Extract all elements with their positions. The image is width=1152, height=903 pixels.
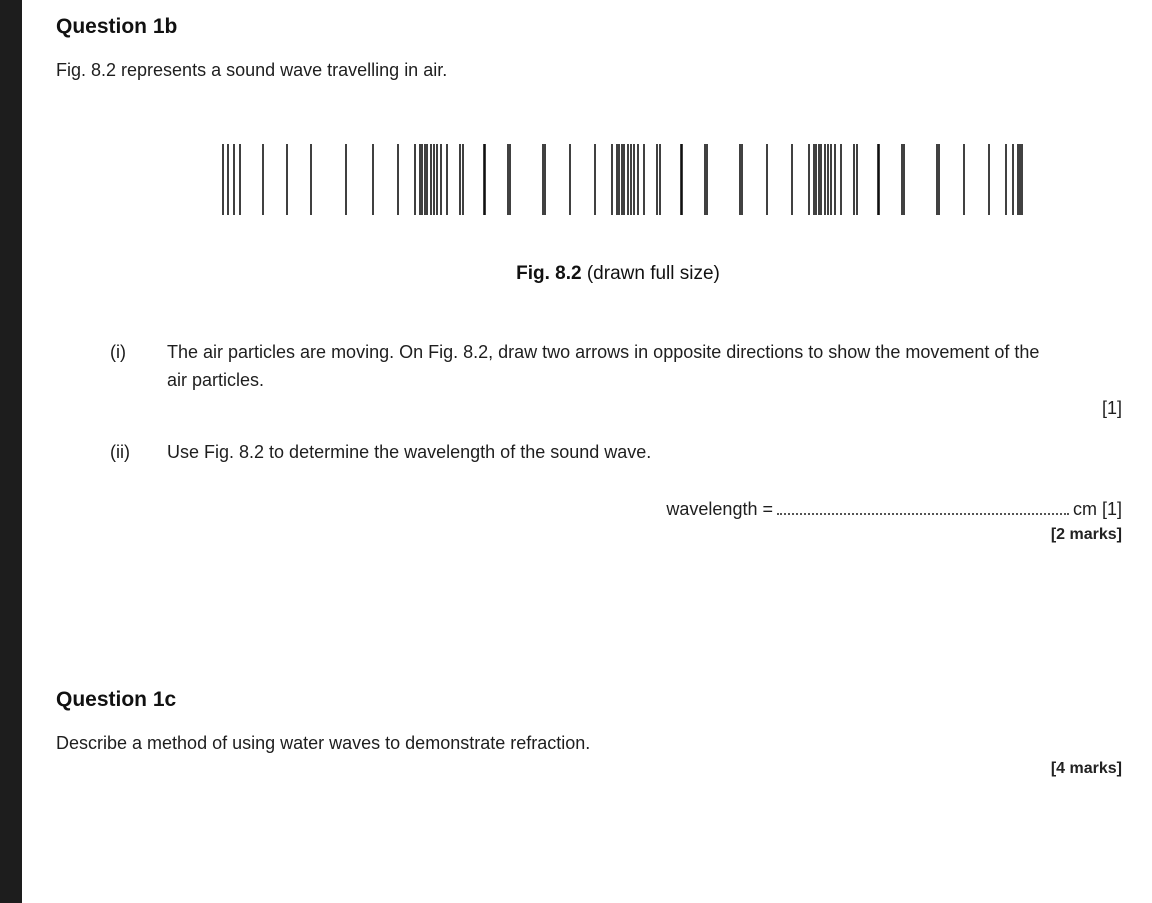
question-1c-text: Describe a method of using water waves to demonstrate refraction. xyxy=(56,733,591,753)
question-1b-intro: Fig. 8.2 represents a sound wave travelling in air. xyxy=(56,60,448,80)
question-1b-total-marks: [2 marks] xyxy=(1050,526,1122,543)
part-ii-number: (ii) xyxy=(110,442,130,462)
wavelength-label: wavelength = xyxy=(666,499,773,519)
part-i-marks: [1] xyxy=(1101,398,1122,418)
figure-caption-note: (drawn full size) xyxy=(581,263,720,284)
part-i-number: (i) xyxy=(110,342,126,362)
part-i-line-1: The air particles are moving. On Fig. 8.2, draw two arrows in opposite directions to show the movement of the xyxy=(167,342,1040,362)
question-1c-title: Question 1c xyxy=(56,688,177,711)
sound-wave-figure xyxy=(215,142,1025,218)
wavelength-answer-line xyxy=(666,499,1122,520)
part-i-line-2: air particles. xyxy=(167,370,265,390)
part-ii-text: Use Fig. 8.2 to determine the wavelength of the sound wave. xyxy=(167,442,652,462)
question-1b-title: Question 1b xyxy=(56,15,178,38)
wavelength-unit-marks: cm [1] xyxy=(1072,499,1122,519)
left-sidebar-strip xyxy=(0,0,22,903)
answer-dotted-line[interactable] xyxy=(777,499,1069,515)
figure-caption-label: Fig. 8.2 xyxy=(516,263,582,284)
figure-caption xyxy=(0,263,1152,285)
question-1c-total-marks: [4 marks] xyxy=(1050,760,1122,777)
